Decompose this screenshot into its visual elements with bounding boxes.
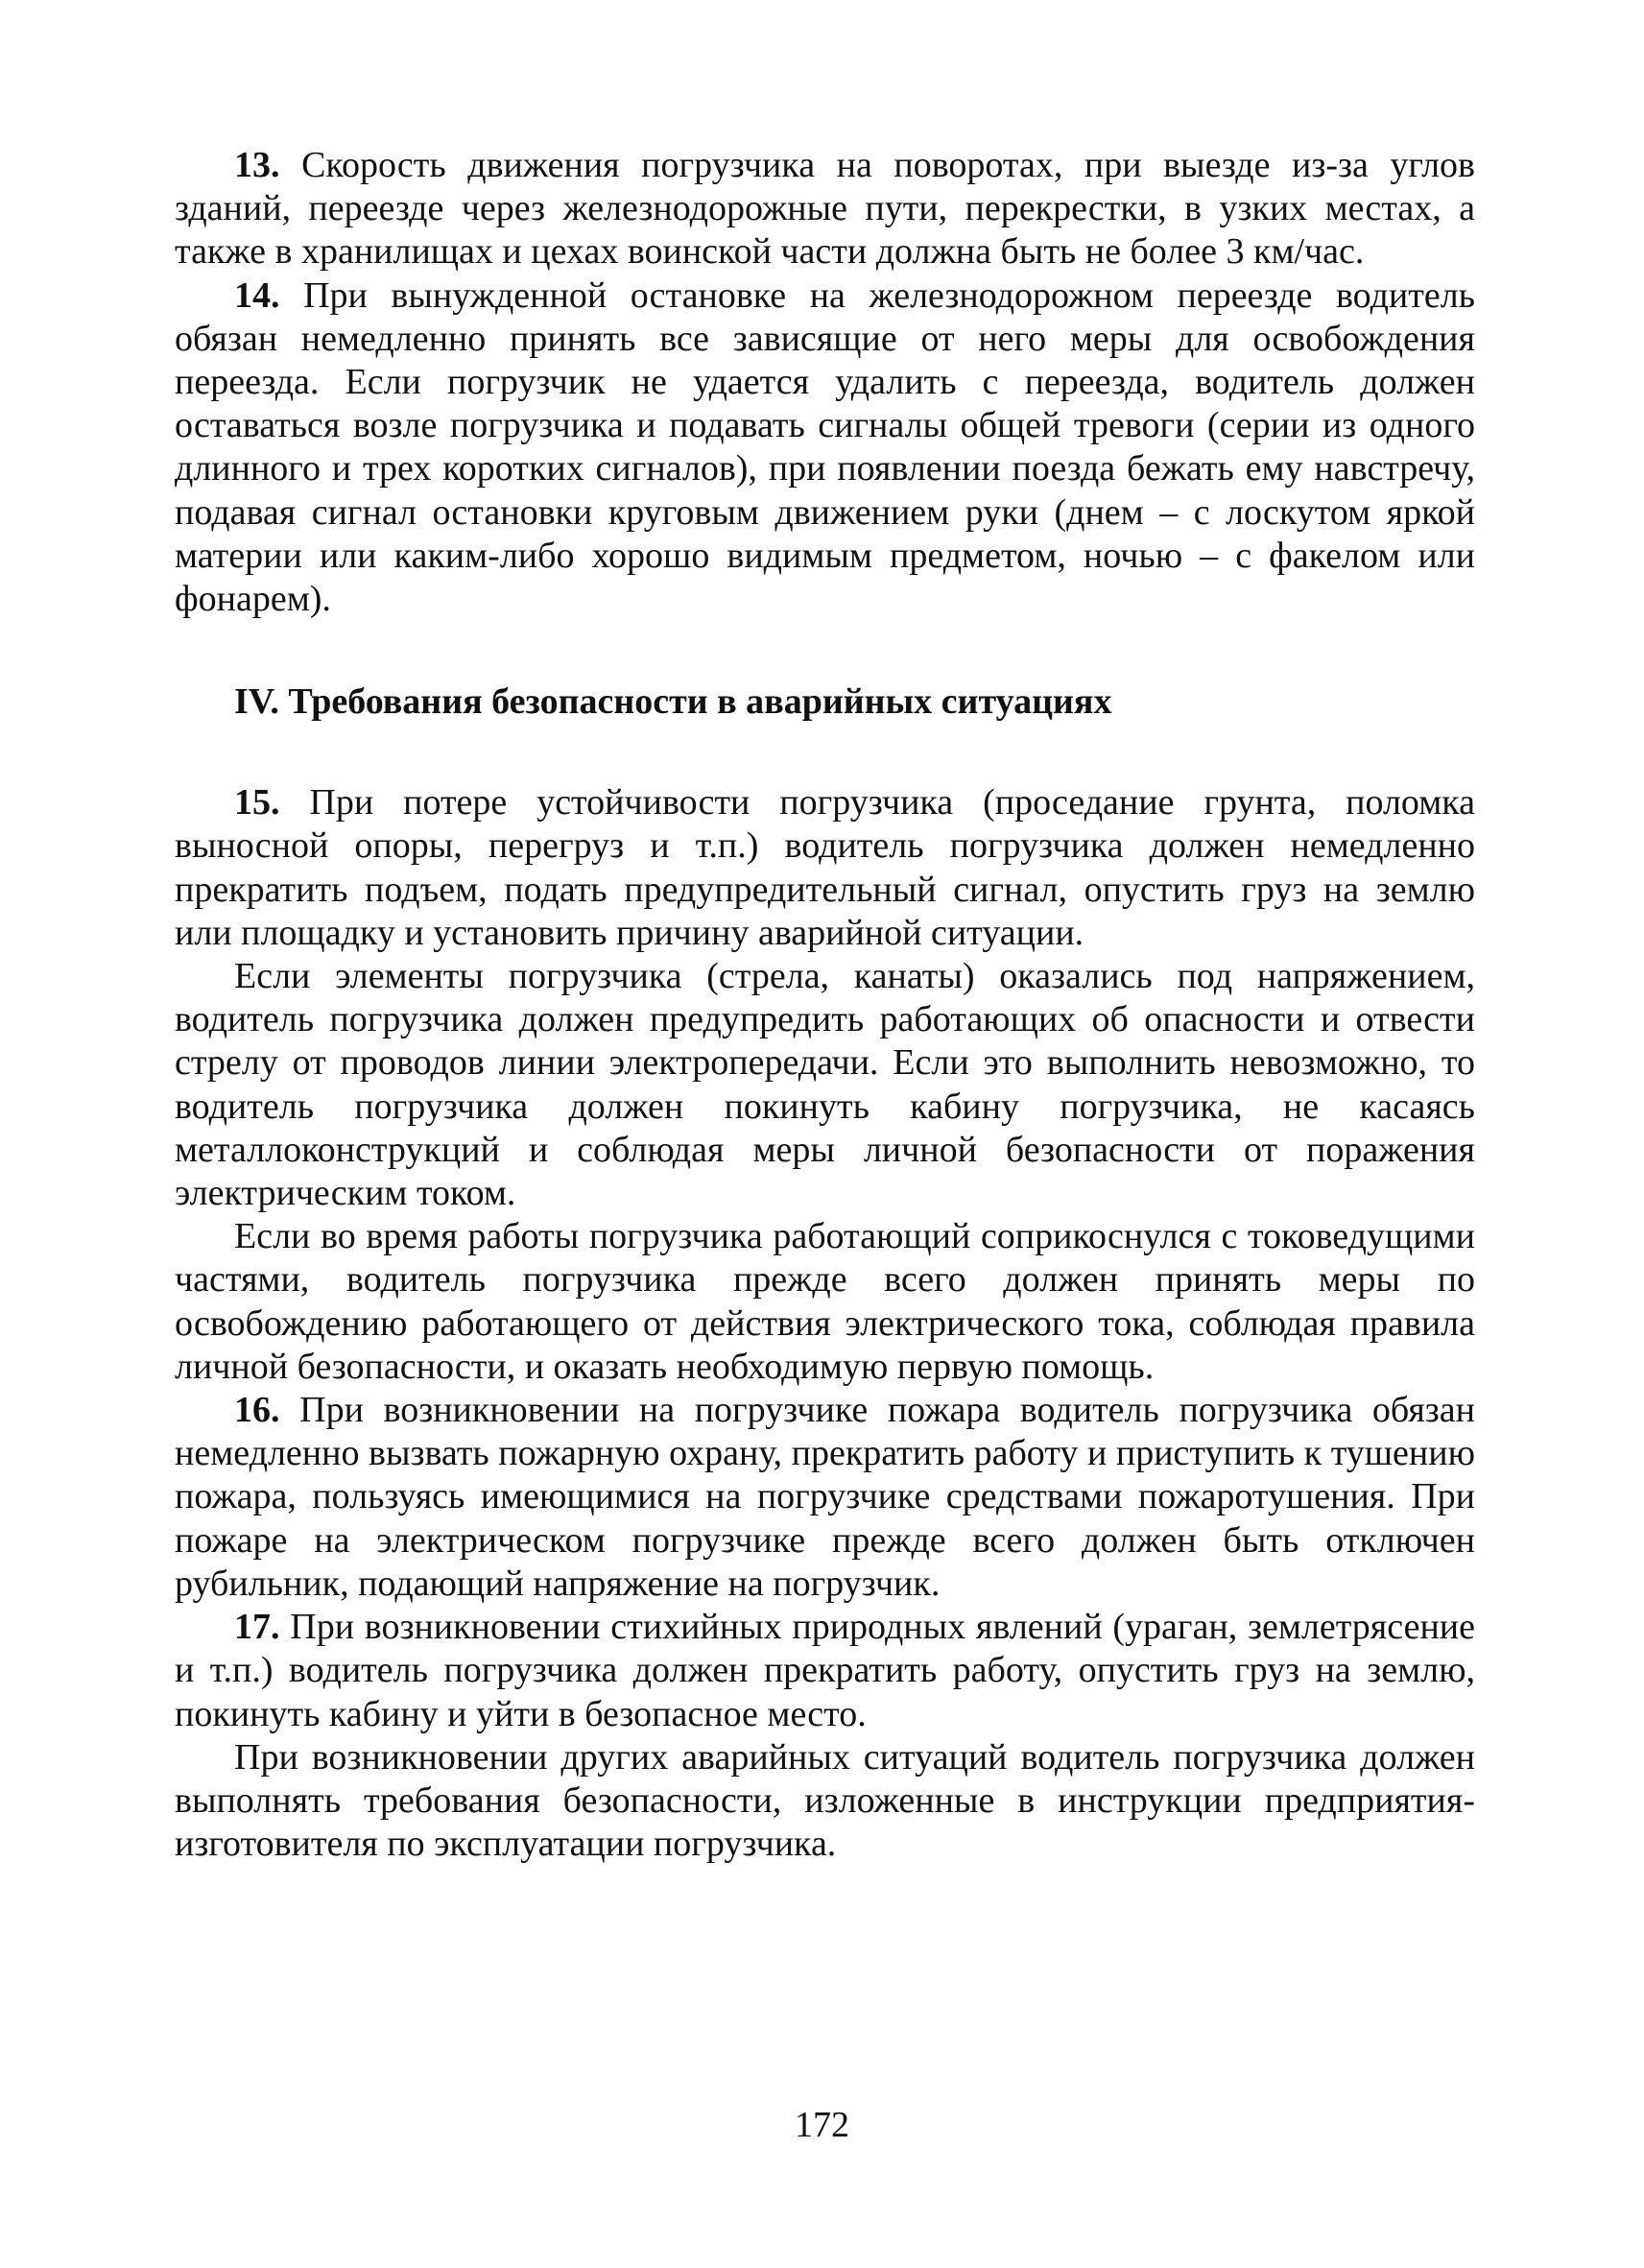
paragraph-number: 17. xyxy=(234,1607,280,1648)
paragraph-text: Скорость движения погрузчика на поворотах, при выезде из-за углов зданий, переезде через железнодорожные пути, перекрестки, в узких местах, а также в хранилищах и цехах воинской части должна быть не более 3 км/час. xyxy=(175,145,1475,273)
paragraph-text: Если во время работы погрузчика работающий соприкоснулся с токоведущими частями, водитель погрузчика прежде всего должен принять меры по освобождению работающего от действия электрического тока, соблюдая правила личной безопасности, и оказать необходимую первую помощь. xyxy=(175,1216,1475,1387)
paragraph-17 xyxy=(175,1606,1475,1736)
paragraph-text: При потере устойчивости погрузчика (проседание грунта, поломка выносной опоры, перегруз и т.п.) водитель погрузчика должен немедленно прекратить подъем, подать предупредительный сигнал, опустить груз на землю или площадку и установить причину аварийной ситуации. xyxy=(175,782,1476,953)
paragraph-15-part-2 xyxy=(175,955,1475,1215)
paragraph-text: При возникновении стихийных природных явлений (ураган, землетрясение и т.п.) водитель погрузчика должен прекратить работу, опустить груз на землю, покинуть кабину и уйти в безопасное место. xyxy=(175,1607,1475,1734)
paragraph-15-part-3 xyxy=(175,1215,1475,1389)
paragraph-number: 15. xyxy=(234,782,280,824)
paragraph-text: При вынужденной остановке на железнодорожном переезде водитель обязан немедленно принять все зависящие от него меры для освобождения переезда. Если погрузчик не удается удалить с переезда, водитель должен оставаться возле погрузчика и подавать сигналы общей тревоги (серии из одного длинного и трех коротких сигналов), при появлении поезда бежать ему навстречу, подавая сигнал остановки круговым движением руки (днем – с лоскутом яркой материи или каким-либо хорошо видимым предметом, ночью – с факелом или фонарем). xyxy=(175,275,1475,620)
paragraph-13 xyxy=(175,144,1475,275)
page-number: 172 xyxy=(795,2105,849,2145)
paragraph-text: При возникновении на погрузчике пожара водитель погрузчика обязан немедленно вызвать пожарную охрану, прекратить работу и приступить к тушению пожара, пользуясь имеющимися на погрузчике средствами пожаротушения. При пожаре на электрическом погрузчике прежде всего должен быть отключен рубильник, подающий напряжение на погрузчик. xyxy=(175,1390,1476,1604)
paragraph-15 xyxy=(175,781,1475,955)
paragraph-17-part-2 xyxy=(175,1736,1475,1867)
paragraph-text: Если элементы погрузчика (стрела, канаты) оказались под напряжением, водитель погрузчика должен предупредить работающих об опасности и отвести стрелу от проводов линии электропередачи. Если это выполнить невозможно, то водитель погрузчика должен покинуть кабину погрузчика, не касаясь металлоконструкций и соблюдая меры личной безопасности от поражения электрическим током. xyxy=(175,956,1475,1214)
paragraph-text: При возникновении других аварийных ситуаций водитель погрузчика должен выполнять требования безопасности, изложенные в инструкции предприятия-изготовителя по эксплуатации погрузчика. xyxy=(175,1736,1475,1865)
paragraph-14 xyxy=(175,275,1475,622)
paragraph-number: 16. xyxy=(234,1390,280,1431)
paragraph-number: 13. xyxy=(234,145,280,185)
section-heading: IV. Требования безопасности в аварийных ситуациях xyxy=(234,681,1112,723)
paragraph-16 xyxy=(175,1389,1475,1606)
document-page xyxy=(175,144,1475,1866)
paragraph-number: 14. xyxy=(234,275,280,316)
